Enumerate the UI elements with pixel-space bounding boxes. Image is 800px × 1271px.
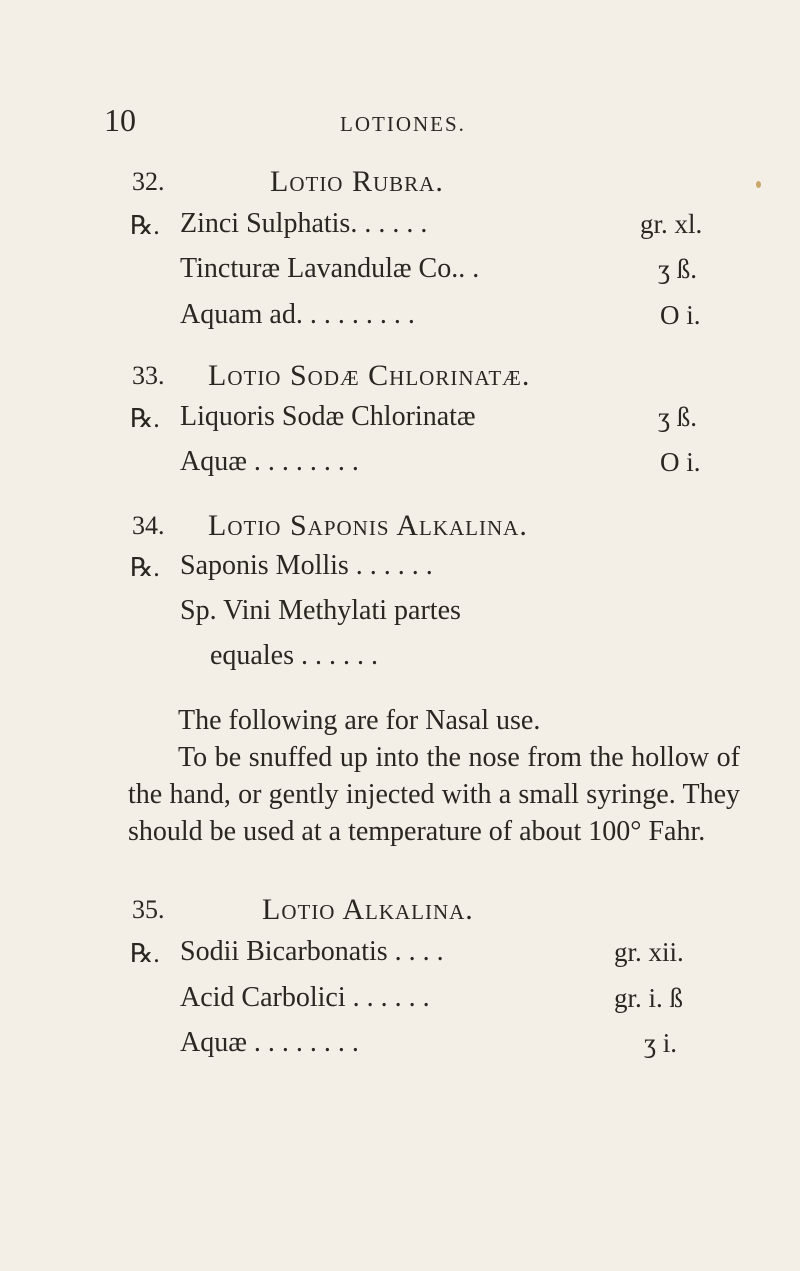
ingredient-line: Sodii Bicarbonatis . . . . — [180, 936, 444, 967]
recipe-symbol: ℞. — [130, 404, 160, 433]
ingredient-amount: ʒ i. — [644, 1028, 677, 1058]
ink-spot — [756, 181, 761, 188]
recipe-symbol: ℞. — [130, 211, 160, 240]
recipe-symbol: ℞. — [130, 553, 160, 582]
ingredient-amount: gr. xl. — [640, 209, 703, 239]
nasal-use-instructions: To be snuffed up into the nose from the hollow of the hand, or gently injected with a small syringe. They should be used at a temperature of about 100° Fahr. — [128, 742, 740, 847]
recipe-number: 32. — [132, 167, 165, 196]
ingredient-amount: ʒ ß. — [658, 254, 697, 284]
ingredient-amount: O i. — [660, 300, 701, 330]
recipe-title: Lotio Alkalina. — [262, 893, 474, 926]
ingredient-line: equales . . . . . . — [210, 640, 378, 671]
ingredient-line: Aquam ad. . . . . . . . . — [180, 299, 415, 330]
recipe-title: Lotio Rubra. — [270, 165, 444, 198]
recipe-number: 34. — [132, 511, 165, 540]
recipe-title: Lotio Sodæ Chlorinatæ. — [208, 359, 531, 392]
ingredient-amount: ʒ ß. — [658, 402, 697, 432]
page-number: 10 — [104, 102, 136, 138]
running-head: LOTIONES. — [340, 112, 466, 136]
ingredient-line: Liquoris Sodæ Chlorinatæ — [180, 401, 476, 432]
recipe-symbol: ℞. — [130, 939, 160, 968]
recipe-number: 35. — [132, 895, 165, 924]
nasal-use-heading: The following are for Nasal use. — [178, 705, 541, 736]
ingredient-line: Zinci Sulphatis. . . . . . — [180, 208, 428, 239]
ingredient-amount: O i. — [660, 447, 701, 477]
ingredient-line: Aquæ . . . . . . . . — [180, 446, 359, 477]
nasal-use-note — [128, 702, 740, 850]
ingredient-line: Tincturæ Lavandulæ Co.. . — [180, 253, 480, 284]
recipe-number: 33. — [132, 361, 165, 390]
ingredient-line: Aquæ . . . . . . . . — [180, 1027, 359, 1058]
ingredient-line: Acid Carbolici . . . . . . — [180, 982, 430, 1013]
ingredient-amount: gr. xii. — [614, 937, 684, 967]
ingredient-amount: gr. i. ß — [614, 983, 684, 1013]
ingredient-line: Sp. Vini Methylati partes — [180, 595, 461, 626]
ingredient-line: Saponis Mollis . . . . . . — [180, 550, 433, 581]
recipe-title: Lotio Saponis Alkalina. — [208, 509, 528, 542]
